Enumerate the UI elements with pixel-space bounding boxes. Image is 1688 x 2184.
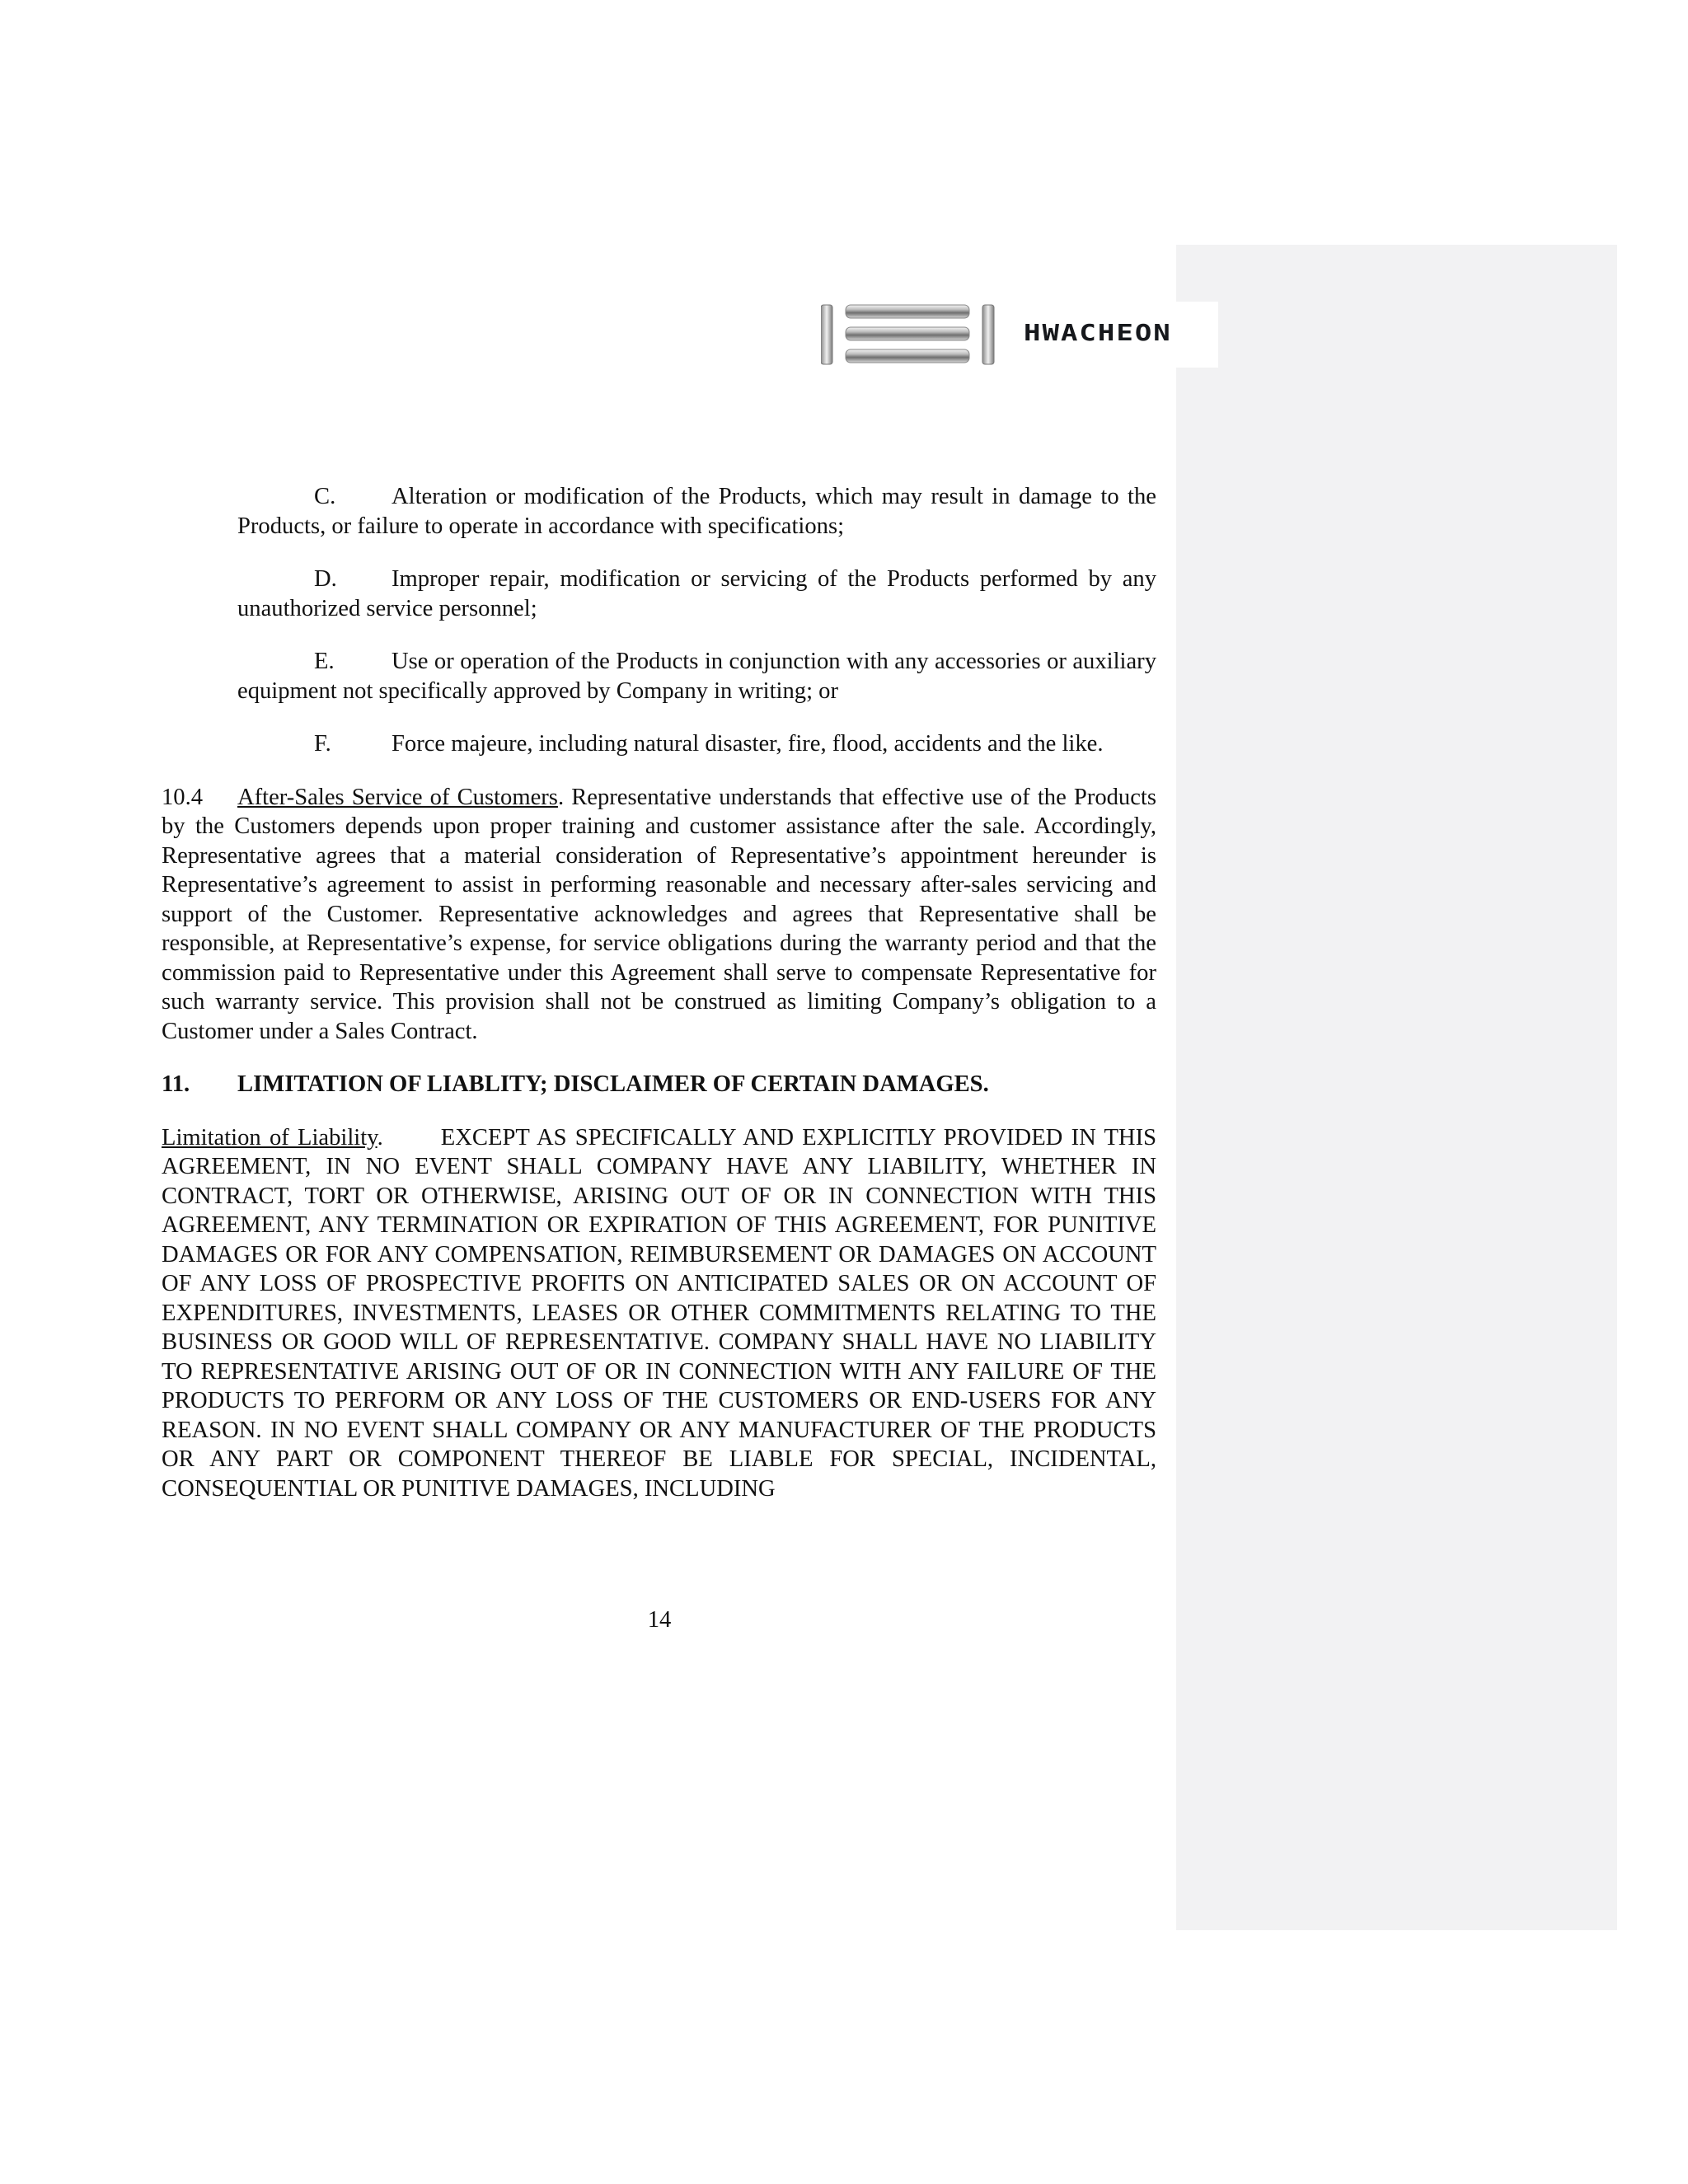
section-text: . Representative understands that effective use of the Products by the Customers depends upon proper training and customer assistance after the sale. Accordingly, Representative agrees that a material consideration of Representative’s appointment hereunder is Representative’s agreement to assist in performing reasonable and necessary after-sales servicing and support of the Customer. Representative acknowledges and agrees that Representative shall be responsible, at Representative’s expense, for service obligations during the warranty period and that the commission paid to Representative under this Agreement shall serve to compensate Representative for such warranty service. This provision shall not be construed as limiting Company’s obligation to a Customer under a Sales Contract. [162, 784, 1156, 1044]
subsection-title: Limitation of Liability [162, 1124, 377, 1151]
page-number: 14 [647, 1607, 672, 1633]
logo-wordmark: HWACHEON [1024, 319, 1172, 347]
list-marker: D. [314, 566, 337, 592]
list-item-text: Use or operation of the Products in conjunction with any accessories or auxiliary equipment not specifically approved by Company in writing; or [237, 649, 1156, 704]
list-item-e [237, 647, 1156, 705]
logo-mark-icon [821, 302, 1019, 368]
limitation-of-liability [162, 1123, 1156, 1504]
list-marker: F. [314, 731, 331, 757]
list-marker: E. [314, 649, 335, 674]
document-body [162, 482, 1156, 1503]
section-number: 11. [162, 1071, 190, 1097]
comment-pane [1176, 245, 1617, 1930]
company-logo [821, 302, 1218, 368]
section-number: 10.4 [162, 784, 204, 810]
section-title: LIMITATION OF LIABLITY; DISCLAIMER OF CERTAIN DAMAGES. [237, 1071, 989, 1097]
section-title: After-Sales Service of Customers [237, 784, 558, 810]
list-item-f [162, 729, 1156, 759]
section-11-heading [162, 1070, 1156, 1099]
list-item-text: Force majeure, including natural disaster, fire, flood, accidents and the like. [392, 731, 1104, 757]
list-item-text: Improper repair, modification or servicing of the Products performed by any unauthorized service personnel; [237, 566, 1156, 621]
section-10-4 [162, 783, 1156, 1047]
subsection-text: EXCEPT AS SPECIFICALLY AND EXPLICITLY PROVIDED IN THIS AGREEMENT, IN NO EVENT SHALL COMPANY HAVE ANY LIABILITY, WHETHER IN CONTRACT, TORT OR OTHERWISE, ARISING OUT OF OR IN CONNECTION WITH THIS AGREEMENT, ANY TERMINATION OR EXPIRATION OF THIS AGREEMENT, FOR PUNITIVE DAMAGES OR FOR ANY COMPENSATION, REIMBURSEMENT OR DAMAGES ON ACCOUNT OF ANY LOSS OF PROSPECTIVE PROFITS ON ANTICIPATED SALES OR ON ACCOUNT OF EXPENDITURES, INVESTMENTS, LEASES OR OTHER COMMITMENTS RELATING TO THE BUSINESS OR GOOD WILL OF REPRESENTATIVE. COMPANY SHALL HAVE NO LIABILITY TO REPRESENTATIVE ARISING OUT OF OR IN CONNECTION WITH ANY FAILURE OF THE PRODUCTS TO PERFORM OR ANY LOSS OF THE CUSTOMERS OR END-USERS FOR ANY REASON. IN NO EVENT SHALL COMPANY OR ANY MANUFACTURER OF THE PRODUCTS OR ANY PART OR COMPONENT THEREOF BE LIABLE FOR SPECIAL, INCIDENTAL, CONSEQUENTIAL OR PUNITIVE DAMAGES, INCLUDING [162, 1124, 1156, 1502]
list-item-text: Alteration or modification of the Products, which may result in damage to the Products, or failure to operate in accordance with specifications; [237, 484, 1156, 539]
list-item-d [237, 565, 1156, 623]
list-marker: C. [314, 484, 336, 509]
subsection-title-period: . [377, 1124, 383, 1151]
list-item-c [237, 482, 1156, 541]
